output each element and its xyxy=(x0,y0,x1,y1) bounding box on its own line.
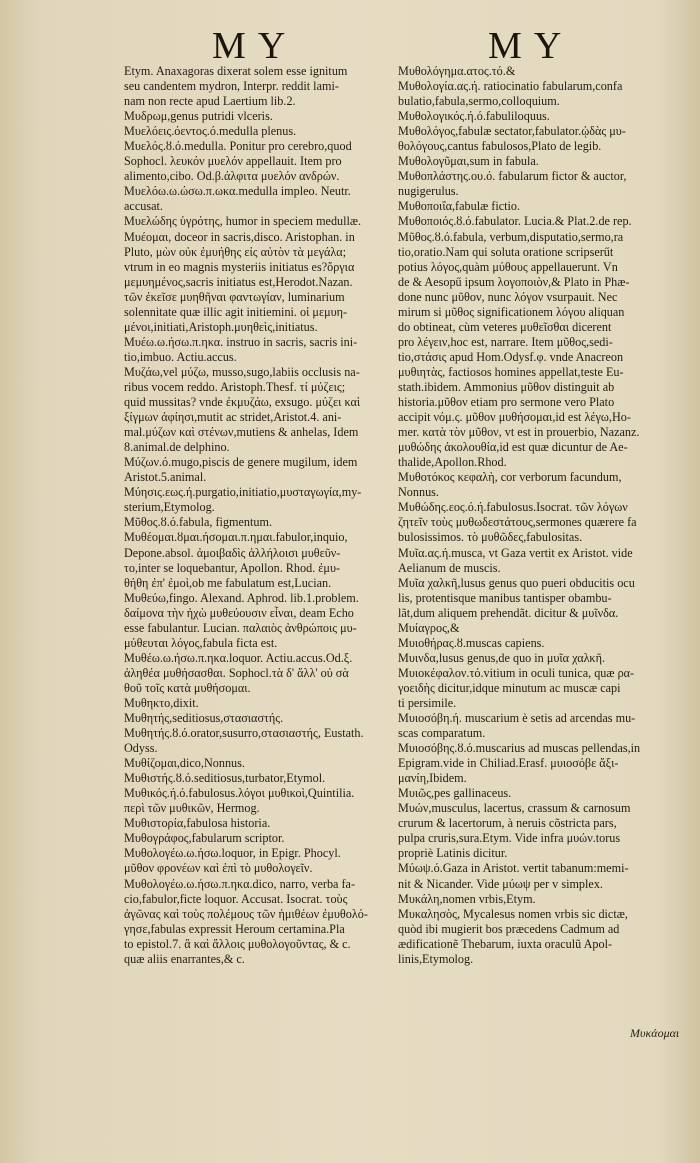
text-line: Μῦθος.ȣ.ό.fabula, figmentum. xyxy=(124,515,273,530)
running-header xyxy=(0,24,700,68)
text-line: Μυθολόγος,fabulæ sectator,fabulator.ᾠδὰς μυ- xyxy=(398,124,626,139)
text-line: tio,imbuo. Actiu.accus. xyxy=(124,349,237,364)
text-line: bulosissimos. τὸ μυθῶδες,fabulositas. xyxy=(398,530,583,545)
text-line: θοῦ τοῖς κατὰ μυθήσομαι. xyxy=(124,680,251,695)
text-line: Μυιοθήρας.ȣ.muscas capiens. xyxy=(398,635,545,650)
text-line: μανίη,Ibidem. xyxy=(398,771,467,786)
text-line: esse fabulantur. Lucian. παλαιὸς ἀνθρώποις μυ- xyxy=(124,620,357,635)
text-line: cio,fabulor,ficte loquor. Accusat. Isocrat. τοὺς xyxy=(124,891,348,906)
text-line: Μυθολογέω.ω.ήσω.loquor, in Epigr. Phocyl. xyxy=(124,846,341,861)
text-line: Μυθοποιΐα,fabulæ fictio. xyxy=(398,199,521,214)
text-line: Μυθολογῦμαι,sum in fabula. xyxy=(398,154,539,169)
text-line: Μυελόω.ω.ώσω.π.ωκα.medulla impleo. Neutr. xyxy=(124,184,351,199)
text-line: Μυθοτόκος κεφαλὴ, cor verborum facundum, xyxy=(398,470,622,485)
text-line: Μυιοσόβης.ȣ.ό.muscarius ad muscas pellendas,in xyxy=(398,741,641,756)
text-line: historia.μῦθον etiam pro sermone vero Plato xyxy=(398,395,615,410)
text-line: pulpa cruris,sura.Etym. Vide infra μυών.torus xyxy=(398,831,621,846)
text-line: accipit νόμ.ς. μῦθον μυθήσομαι,id est λέγω,Ho- xyxy=(398,410,631,425)
text-line: Μυθολογέω.ω.ήσω.π.ηκα.dico, narro, verba fa- xyxy=(124,876,356,891)
text-line: Μυιῶς,pes gallinaceus. xyxy=(398,786,512,801)
text-line: vtrum in eo magnis mysteriis initiatus es?ὄργια xyxy=(124,259,355,274)
text-line: nam non recte apud Laertium lib.2. xyxy=(124,94,296,109)
text-line: Μυελώδης ὑγρότης, humor in speciem medullæ. xyxy=(124,214,362,229)
text-line: tio,στάσις apud Hom.Odysf.φ. vnde Anacreon xyxy=(398,349,624,364)
text-line: Odyss. xyxy=(124,741,158,756)
text-line: Nonnus. xyxy=(398,485,439,500)
text-line: ζητεῖν τοὺς μυθωδεστάτους,sermones quærere fa xyxy=(398,515,637,530)
text-line: ἀγῶνας καὶ τοὺς πολέμους τῶν ἡμιθέων ἐμυθολό- xyxy=(124,906,368,921)
right-column xyxy=(398,64,688,967)
text-line: θολόγους,cantus fabulosos,Plato de legib. xyxy=(398,139,602,154)
text-line: Μυθητής,seditiosus,στασιαστής. xyxy=(124,711,284,726)
text-line: Depone.absol. ἀμοιβαδὶς ἀλλήλοισι μυθεῦν- xyxy=(124,545,341,560)
text-line: thalide,Apollon.Rhod. xyxy=(398,455,507,470)
text-line: propriè Latinis dicitur. xyxy=(398,846,508,861)
header-left-word: M Y xyxy=(212,25,288,67)
text-line: Μυίαγρος,& xyxy=(398,620,460,635)
text-line: sterium,Etymolog. xyxy=(124,500,215,515)
text-line: alimento,cibo. Od.β.άλφιτα μυελόν ανδρών. xyxy=(124,169,340,184)
text-line: Μῦθος.ȣ.ό.fabula, verbum,disputatio,sermo,ra xyxy=(398,229,624,244)
text-line: Μυθητής.ȣ.ό.orator,susurro,στασιαστής, Eustath. xyxy=(124,726,364,741)
text-line: potius λόγος,quàm μύθους appellauerunt. Vn xyxy=(398,259,618,274)
text-line: Μυῖα χαλκῆ,lusus genus quo pueri obducitis ocu xyxy=(398,575,635,590)
text-line: lãt,dum aliquem prehendãt. dicitur & μυῖνδα. xyxy=(398,605,619,620)
text-line: Μυκαλησὸς, Mycalesus nomen vrbis sic dictæ, xyxy=(398,906,628,921)
text-line: μένοι,initiati,Aristoph.μυηθεὶς,initiatus. xyxy=(124,319,318,334)
catchword: Μυκάομαι xyxy=(630,1026,680,1040)
text-line: tio,oratio.Nam qui soluta oratione scripserűt xyxy=(398,244,614,259)
text-line: Μύζων.ό.mugo,piscis de genere mugilum, idem xyxy=(124,455,358,470)
text-line: nit & Nicander. Vide μύωψ per v simplex. xyxy=(398,876,603,891)
text-line: Μυέομαι, doceor in sacris,disco. Aristophan. in xyxy=(124,229,355,244)
text-line: Μυθηκτο,dixit. xyxy=(124,695,199,710)
text-line: μεμυημένος,sacris initiatus est,Herodot.Nazan. xyxy=(124,274,353,289)
text-line: Μυών,musculus, lacertus, crassum & carnosum xyxy=(398,801,631,816)
text-line: mer. κατὰ τὸν μῦθον, vt est in prouerbio, Nazanz. xyxy=(398,425,640,440)
text-line: Aristot.5.animal. xyxy=(124,470,207,485)
text-line: Μυελόεις.όεντος.ό.medulla plenus. xyxy=(124,124,297,139)
text-line: Aelianum de muscis. xyxy=(398,560,501,575)
text-line: done nunc μῦθον, nunc λόγον vsurpauit. Nec xyxy=(398,289,618,304)
text-line: accusat. xyxy=(124,199,163,214)
text-line: Μυθίζομαι,dico,Nonnus. xyxy=(124,756,245,771)
text-line: quòd ibi mugierit bos præcedens Cadmum ad xyxy=(398,921,620,936)
text-line: scas comparatum. xyxy=(398,726,486,741)
text-line: Μυδρωμ,genus putridi vlceris. xyxy=(124,109,273,124)
text-line: γησε,fabulas expressit Heroum certamina.Pla xyxy=(124,921,345,936)
text-line: Μυκάλη,nomen vrbis,Etym. xyxy=(398,891,536,906)
text-line: lis, protentisque manibus tantisper obambu- xyxy=(398,590,612,605)
text-line: Sophocl. λευκόν μυελόν appellauit. Item pro xyxy=(124,154,342,169)
text-line: quid mussitas? vnde ἐκμυζάω, exsugo. μύζει καὶ xyxy=(124,395,361,410)
text-line: do obtineat, cùm veteres μυθεῖσθαι dicerent xyxy=(398,319,612,334)
text-line: θήθη ἐπ' ἐμοὶ,ob me fabulatum est,Lucian. xyxy=(124,575,332,590)
text-line: μυθιητὰς, factiosos homines appellat,teste Eu- xyxy=(398,364,624,379)
text-line: crurum & lacertorum, à neruis cõstricta pars, xyxy=(398,816,617,831)
text-line: Μυθοπλάστης.ου.ό. fabularum fictor & auctor, xyxy=(398,169,627,184)
text-line: Μυέω.ω.ήσω.π.ηκα. instruo in sacris, sacris ini- xyxy=(124,334,358,349)
text-line: περὶ τῶν μυθικῶν, Hermog. xyxy=(124,801,260,816)
text-line: ædificationẽ Thebarum, iuxta oraculũ Apol- xyxy=(398,936,613,951)
text-line: τῶν ἐκεῖσε μυηθῆναι φαντωγίαν, luminarium xyxy=(124,289,345,304)
text-line: ξίγμων ἀφίησι,mutit ac stridet,Aristot.4. ani- xyxy=(124,410,342,425)
text-line: ἀληθέα μυθήσασθαι. Sophocl.τὰ δ' ἄλλ' οὐ σὰ xyxy=(124,665,349,680)
text-line: Μύωψ.ό.Gaza in Aristot. vertit tabanum:memi- xyxy=(398,861,629,876)
text-line: γοειδὴς dicitur,idque minutum ac muscæ capi xyxy=(398,680,621,695)
text-line: μυθώδης ἀκολουθία,id est quæ dicuntur de Ae- xyxy=(398,440,628,455)
text-line: Μυθογράφος,fabularum scriptor. xyxy=(124,831,285,846)
text-line: solennitate quæ illic agit initiemini. οἱ μεμυη- xyxy=(124,304,348,319)
text-line: Μυζάω,vel μύζω, musso,sugo,labiis occlusis na- xyxy=(124,364,360,379)
text-line: pro λέγειν,hoc est, narrare. Item μῦθος,sedi- xyxy=(398,334,613,349)
text-line: Μυθολογία.ας.ή. ratiocinatio fabularum,confa xyxy=(398,79,623,94)
text-line: μῦθον φρονέων καὶ ἐπὶ τὸ μυθολογεῖν. xyxy=(124,861,313,876)
header-right-word: M Y xyxy=(488,25,564,67)
text-line: Pluto, μὼν οὐκ ἐμυήθης εἰς αὐτὸν τὰ μεγάλα; xyxy=(124,244,347,259)
text-line: bulatio,fabula,sermo,colloquium. xyxy=(398,94,560,109)
text-line: δαίμονα τὴν ἠχὼ μυθεύουσιν εἶναι, deam Echo xyxy=(124,605,354,620)
text-line: de & Aesopű ipsum λογοποιὸν,& Plato in Phæ- xyxy=(398,274,630,289)
text-line: mirum si μῦθος significationem λόγου aliquan xyxy=(398,304,625,319)
text-line: Μύησις.εως.ή.purgatio,initiatio,μυσταγωγία,my- xyxy=(124,485,362,500)
text-line: Μυελός.ȣ.ό.medulla. Ponitur pro cerebro,quod xyxy=(124,139,352,154)
text-line: Μυῖα.ας.ή.musca, vt Gaza vertit ex Aristot. vide xyxy=(398,545,633,560)
text-line: Μυθιστορία,fabulosa historia. xyxy=(124,816,271,831)
text-line: linis,Etymolog. xyxy=(398,951,474,966)
text-line: Epigram.vide in Chiliad.Erasf. μυιοσόβε ἄξι- xyxy=(398,756,619,771)
text-line: quæ aliis enarrantes,& c. xyxy=(124,951,245,966)
text-line: Μυθοποιός.ȣ.ό.fabulator. Lucia.& Plat.2.de rep. xyxy=(398,214,632,229)
text-line: Μυθολόγημα.ατος.τό.& xyxy=(398,64,516,78)
left-column xyxy=(124,64,392,967)
text-line: 8.animal.de delphino. xyxy=(124,440,230,455)
text-line: Μυιοκέφαλον.τό.vitium in oculi tunica, quæ ρα- xyxy=(398,665,635,680)
text-line: Μυθικός.ή.ό.fabulosus.λόγοι μυθικοὶ,Quintilia. xyxy=(124,786,355,801)
text-line: ribus vocem reddo. Aristoph.Thesf. τί μύζεις; xyxy=(124,379,346,394)
text-line: nugigerulus. xyxy=(398,184,459,199)
text-line: to epistol.7. ἃ καὶ ἄλλοις μυθολογοῦντας, & c. xyxy=(124,936,351,951)
text-line: Μυθώδης.εος.ό.ή.fabulosus.Isocrat. τῶν λόγων xyxy=(398,500,628,515)
text-line: μύθευται λόγος,fabula ficta est. xyxy=(124,635,278,650)
text-line: ti persimile. xyxy=(398,695,457,710)
text-line: Μυθεύω,fingo. Alexand. Aphrod. lib.1.problem. xyxy=(124,590,359,605)
text-line: stath.ibidem. Ammonius μῦθον distinguit ab xyxy=(398,379,615,394)
text-line: Etym. Anaxagoras dixerat solem esse ignitum xyxy=(124,64,348,78)
text-line: seu candentem mydron, Interpr. reddit lami- xyxy=(124,79,339,94)
text-line: Μυθέομαι.ȣμαι.ήσομαι.π.ημαι.fabulor,inquio, xyxy=(124,530,348,545)
text-line: Μυινδα,lusus genus,de quo in μυῖα χαλκῆ. xyxy=(398,650,605,665)
text-line: Μυθιστής.ȣ.ό.seditiosus,turbator,Etymol. xyxy=(124,771,326,786)
text-line: Μυιοσόβη.ή. muscarium è setis ad arcendas mu- xyxy=(398,711,636,726)
text-line: Μυθέω.ω.ήσω.π.ηκα.loquor. Actiu.accus.Od.ξ. xyxy=(124,650,353,665)
text-line: mal.μύζων καὶ στένων,mutiens & anhelas, Idem xyxy=(124,425,359,440)
text-line: Μυθολογικός.ή.ό.fabuliloquus. xyxy=(398,109,550,124)
text-line: το,inter se loquebantur, Apollon. Rhod. ἐμυ- xyxy=(124,560,341,575)
